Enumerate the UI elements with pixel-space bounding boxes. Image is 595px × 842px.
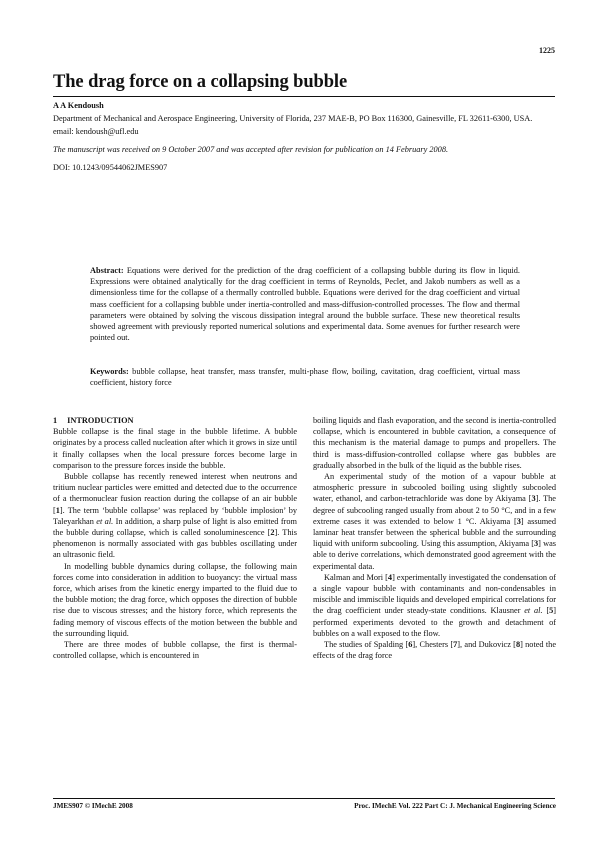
doi-link[interactable]: DOI: 10.1243/09544062JMES907 [53, 163, 168, 172]
abstract-label: Abstract: [90, 266, 124, 275]
paragraph: Bubble collapse has recently renewed interest when neutrons and tritium nuclear particles were emitted and detected due to the occurrence of a thermonuclear fusion reaction during the collapse of an air bubble [1]. The term ‘bubble collapse’ was replaced by ‘bubble implosion’ by Taleyarkhan et al. In addition, a sharp pulse of light is also emitted from the bubble during collapse, which is called sonoluminescence [2]. This phenomenon is normally associated with gas bubbles oscillating under an ultrasonic field. [53, 472, 297, 560]
paragraph: boiling liquids and flash evaporation, and the second is inertia-controlled collapse, which is encountered in bubble cavitation, a consequence of this mechanism is the material damage to pumps and propellers. The third is mass-diffusion-controlled collapse where gas bubbles are gradually absorbed in the bulk of the liquid as the bubble rises. [313, 416, 556, 470]
reference-link[interactable]: 3 [516, 516, 521, 526]
reference-link[interactable]: 3 [531, 494, 536, 504]
paragraph: Kalman and Mori [4] experimentally investigated the condensation of a single vapour bubble with contaminants and non-condensables in miscible and immiscible liquids and developed empirical correlations for the drag coefficient under steady-state conditions. Klausner et al. [5] performed experiments devoted to the growth and detachment of bubbles on a wall exposed to the flow. [313, 572, 557, 638]
author-name: A A Kendoush [53, 101, 104, 110]
right-column [313, 415, 556, 661]
reference-link[interactable]: 5 [549, 606, 554, 616]
footer-rule [53, 798, 555, 799]
section-title: INTRODUCTION [67, 416, 134, 425]
reference-link[interactable]: 8 [515, 640, 521, 650]
reference-link[interactable]: 1 [55, 505, 60, 515]
footer-journal-title: Proc. IMechE Vol. 222 Part C: J. Mechanical Engineering Science [354, 802, 556, 810]
paragraph: In modelling bubble dynamics during collapse, the following main forces come into consideration in addition to buoyancy: the virtual mass force, which arises from the kinetic energy imparted to the fluid due to the bubble motion; the drag force, which opposes the direction of bubble rise due to viscous stresses; and the history force, which represents the fading memory of viscous effects of the motion between the bubble and the surrounding liquid. [53, 561, 297, 638]
keywords-label: Keywords: [90, 367, 129, 376]
reference-link[interactable]: 4 [387, 572, 393, 582]
title-rule [53, 96, 555, 97]
keywords-block [90, 366, 520, 388]
paragraph: There are three modes of bubble collapse, the first is thermal-controlled collapse, which is encountered in [53, 640, 297, 661]
paragraph: The studies of Spalding [6], Chesters [7], and Dukovicz [8] noted the effects of the drag force [313, 640, 556, 661]
abstract-text: Equations were derived for the prediction of the drag coefficient of a collapsing bubble during its flow in liquid. Expressions were obtained analytically for the drag coefficient in terms of Reynolds, Peclet, and Jakob numbers as well as a dimensionless time for the collapse of a thermally controlled bubble. Equations were derived for the drag coefficient and virtual mass coefficient for a collapsing bubble under inertia-controlled and mass-diffusion-controlled processes. The flow and thermal parameters were obtained by solving the viscous dissipation integral around the bubble surface. These new theoretical results showed agreement with previously reported numerical solutions and experimental data. Some avenues for further research were pointed out. [90, 266, 520, 343]
reference-link[interactable]: 7 [453, 640, 458, 650]
left-column [53, 415, 297, 661]
received-note: The manuscript was received on 9 October 2007 and was accepted after revision for publication on 14 February 2008. [53, 145, 449, 154]
paragraph: An experimental study of the motion of a vapour bubble at atmospheric pressure in subcooled boiling using slightly subcooled water, ethanol, and carbon-tetrachloride was done by Akiyama [3]. The degree of subcooling ranged usually from about 2 to 50 °C, and in a few extreme cases it was extended to below 1 °C. Akiyama [3] assumed laminar heat transfer between the spherical bubble and the surrounding liquid with uniform subcooling. Using this assumption, Akiyama [3] was able to derive correlations, which demonstrated good agreement with the experimental data. [313, 472, 556, 571]
reference-link[interactable]: 6 [408, 640, 413, 650]
reference-link[interactable]: 3 [534, 539, 539, 549]
keywords-text: bubble collapse, heat transfer, mass transfer, multi-phase flow, boiling, cavitation, drag coefficient, virtual mass coefficient, history force [90, 367, 521, 388]
page-number: 1225 [539, 46, 555, 55]
reference-link[interactable]: 2 [270, 528, 275, 538]
article-title: The drag force on a collapsing bubble [53, 72, 348, 92]
author-affiliation: Department of Mechanical and Aerospace Engineering, University of Florida, 237 MAE-B, PO Box 116300, Gainesville, FL 32611-6300, USA. email: kendoush@ufl.edu [53, 114, 533, 136]
section-heading [53, 415, 297, 426]
section-number: 1 [53, 416, 58, 425]
paragraph: Bubble collapse is the final stage in the bubble lifetime. A bubble originates by a process called nucleation after which it grows in size until it finally collapses when the local pressure forces become large in comparison to the pressure forces inside the bubble. [53, 427, 297, 470]
abstract-block [90, 265, 520, 343]
footer-journal-id: JMES907 © IMechE 2008 [53, 802, 133, 810]
